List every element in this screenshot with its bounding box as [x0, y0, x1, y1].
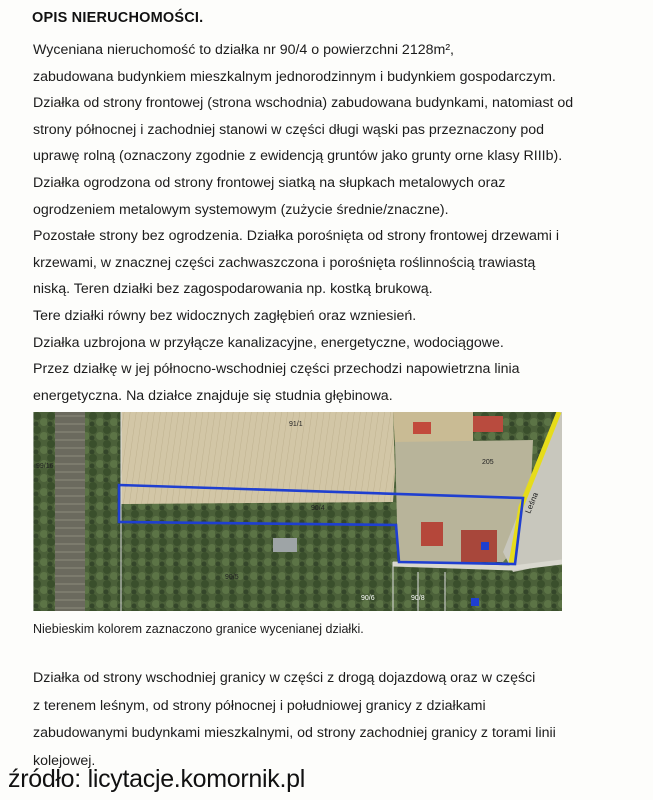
description-paragraph: [33, 37, 643, 409]
label-90-8: 90/8: [411, 595, 425, 602]
text-line: Pozostałe strony bez ogrodzenia. Działka porośnięta od strony frontowej drzewami i: [33, 228, 559, 245]
field-area-2: [393, 412, 473, 444]
building: [473, 416, 503, 432]
building: [421, 522, 443, 546]
text-line: zabudowana budynkiem mieszkalnym jednorodzinnym i budynkiem gospodarczym.: [33, 68, 556, 85]
text-line: krzewami, w znacznej części zachwaszczona i porośnięta roślinnością trawiastą: [33, 254, 536, 271]
label-90-5: 90/5: [225, 574, 239, 581]
label-90-4: 90/4: [311, 505, 325, 512]
text-line: Działka ogrodzona od strony frontowej siatką na słupkach metalowych oraz: [33, 174, 506, 191]
parcel-map: [33, 412, 562, 611]
marker: [481, 542, 489, 550]
text-line: zabudowanymi budynkami mieszkalnymi, od strony zachodniej granicy z torami linii: [33, 725, 556, 741]
text-line: z terenem leśnym, od strony północnej i południowej granicy z działkami: [33, 697, 486, 714]
text-line: Tere działki równy bez widocznych zagłębień oraz wzniesień.: [33, 307, 417, 324]
text-line: strony północnej i zachodniej stanowi w części długi wąski pas przeznaczony pod: [33, 121, 545, 138]
text-line: Przez działkę w jej północno-wschodniej części przechodzi napowietrzna linia: [33, 361, 520, 378]
source-watermark: źródło: licytacje.komornik.pl: [8, 765, 305, 793]
label-205: 205: [482, 459, 494, 466]
label-road-lesna: Leśna: [523, 491, 541, 515]
railway-tracks: [55, 412, 85, 611]
text-line: Działka uzbrojona w przyłącze kanalizacyjne, energetyczne, wodociągowe.: [33, 334, 504, 351]
text-line: uprawę rolną (oznaczony zgodnie z ewidencją gruntów jako grunty orne klasy RIIIb).: [33, 148, 563, 165]
building: [273, 538, 297, 552]
text-line: niską. Teren działki bez zagospodarowania np. kostką brukową.: [33, 281, 433, 298]
text-line: ogrodzeniem metalowym systemowym (zużycie średnie/znaczne).: [33, 201, 449, 218]
boundaries-paragraph: [33, 665, 643, 775]
map-caption: Niebieskim kolorem zaznaczono granice wycenianej działki.: [33, 622, 364, 636]
label-91-1: 91/1: [289, 421, 303, 428]
building-main: [461, 530, 497, 562]
text-line: Działka od strony wschodniej granicy w części z drogą dojazdową oraz w części: [33, 670, 536, 686]
marker: [471, 598, 479, 606]
text-line: kolejowej.: [33, 752, 96, 769]
text-line: energetyczna. Na działce znajduje się studnia głębinowa.: [33, 387, 393, 404]
text-line: Działka od strony frontowej (strona wschodnia) zabudowana budynkami, natomiast od: [33, 95, 574, 112]
label-90-6: 90/6: [361, 595, 375, 602]
section-heading: OPIS NIERUCHOMOŚCI.: [32, 10, 204, 26]
building: [413, 422, 431, 434]
label-99-16: 99/16: [36, 463, 54, 470]
text-line: Wyceniana nieruchomość to działka nr 90/4 o powierzchni 2128m²,: [33, 42, 454, 58]
